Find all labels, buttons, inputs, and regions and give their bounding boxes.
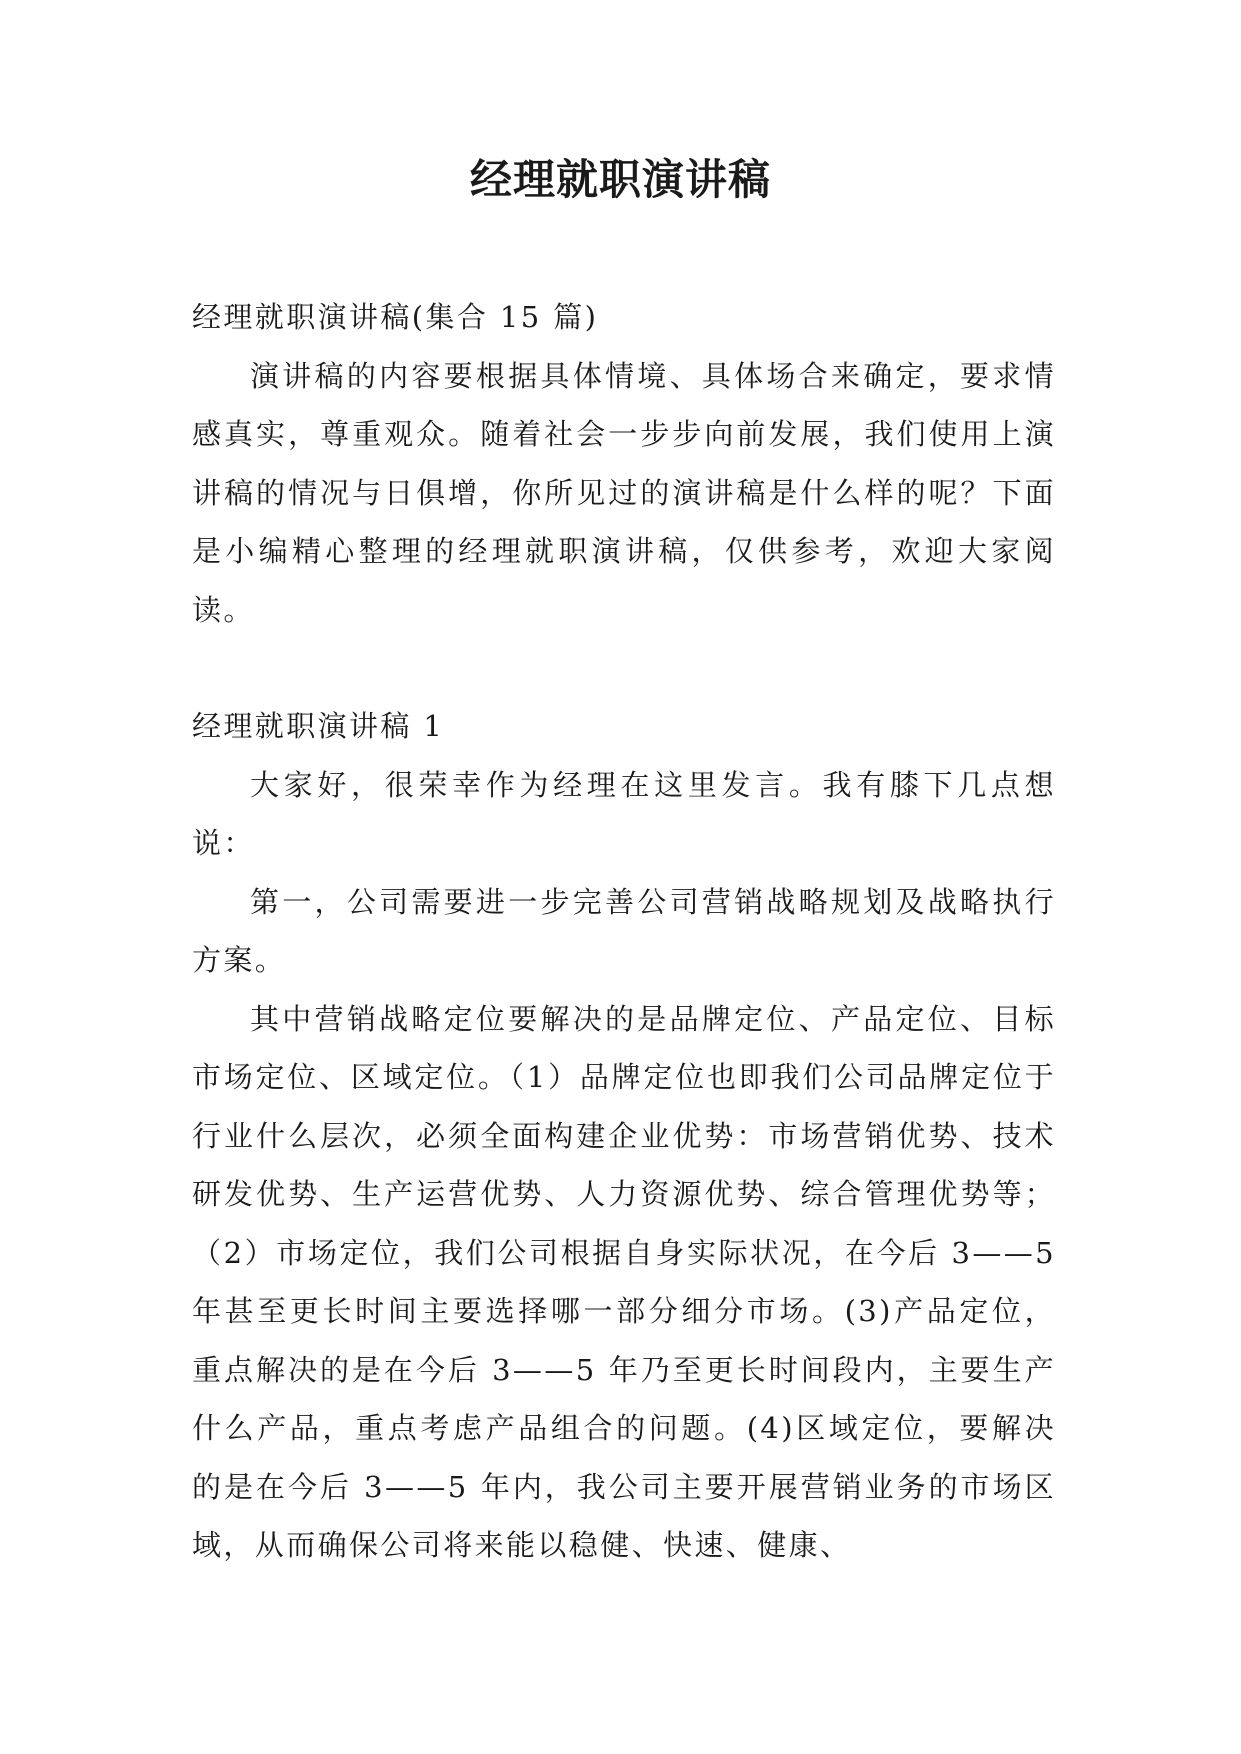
document-title: 经理就职演讲稿	[469, 155, 771, 204]
collection-subtitle: 经理就职演讲稿(集合 15 篇)	[192, 300, 599, 334]
intro-paragraph: 演讲稿的内容要根据具体情境、具体场合来确定，要求情感真实，尊重观众。随着社会一步步向前发展，我们使用上演讲稿的情况与日俱增，你所见过的演讲稿是什么样的呢？下面是小编精心整理的经理就职演讲稿，仅供参考，欢迎大家阅读。	[192, 358, 1056, 627]
body-paragraph-greeting: 大家好，很荣幸作为经理在这里发言。我有膝下几点想说：	[192, 767, 1056, 860]
body-paragraph-first-point: 第一，公司需要进一步完善公司营销战略规划及战略执行方案。	[192, 884, 1056, 977]
section-heading: 经理就职演讲稿 1	[192, 709, 445, 743]
body-paragraph-positioning: 其中营销战略定位要解决的是品牌定位、产品定位、目标市场定位、区域定位。（1）品牌定位也即我们公司品牌定位于行业什么层次，必须全面构建企业优势：市场营销优势、技术研发优势、生产运营优势、人力资源优势、综合管理优势等；（2）市场定位，我们公司根据自身实际状况，在今后 3——5 年甚至更长时间主要选择哪一部分细分市场。(3)产品定位，重点解决的是在今后 3——5 年乃至更长时间段内，主要生产什么产品，重点考虑产品组合的问题。(4)区域定位，要解决的是在今后 3——5 年内，我公司主要开展营销业务的市场区域，从而确保公司将来能以稳健、快速、健康、	[192, 1001, 1056, 1562]
document-body	[192, 288, 1056, 1575]
section-spacer	[192, 639, 1056, 697]
